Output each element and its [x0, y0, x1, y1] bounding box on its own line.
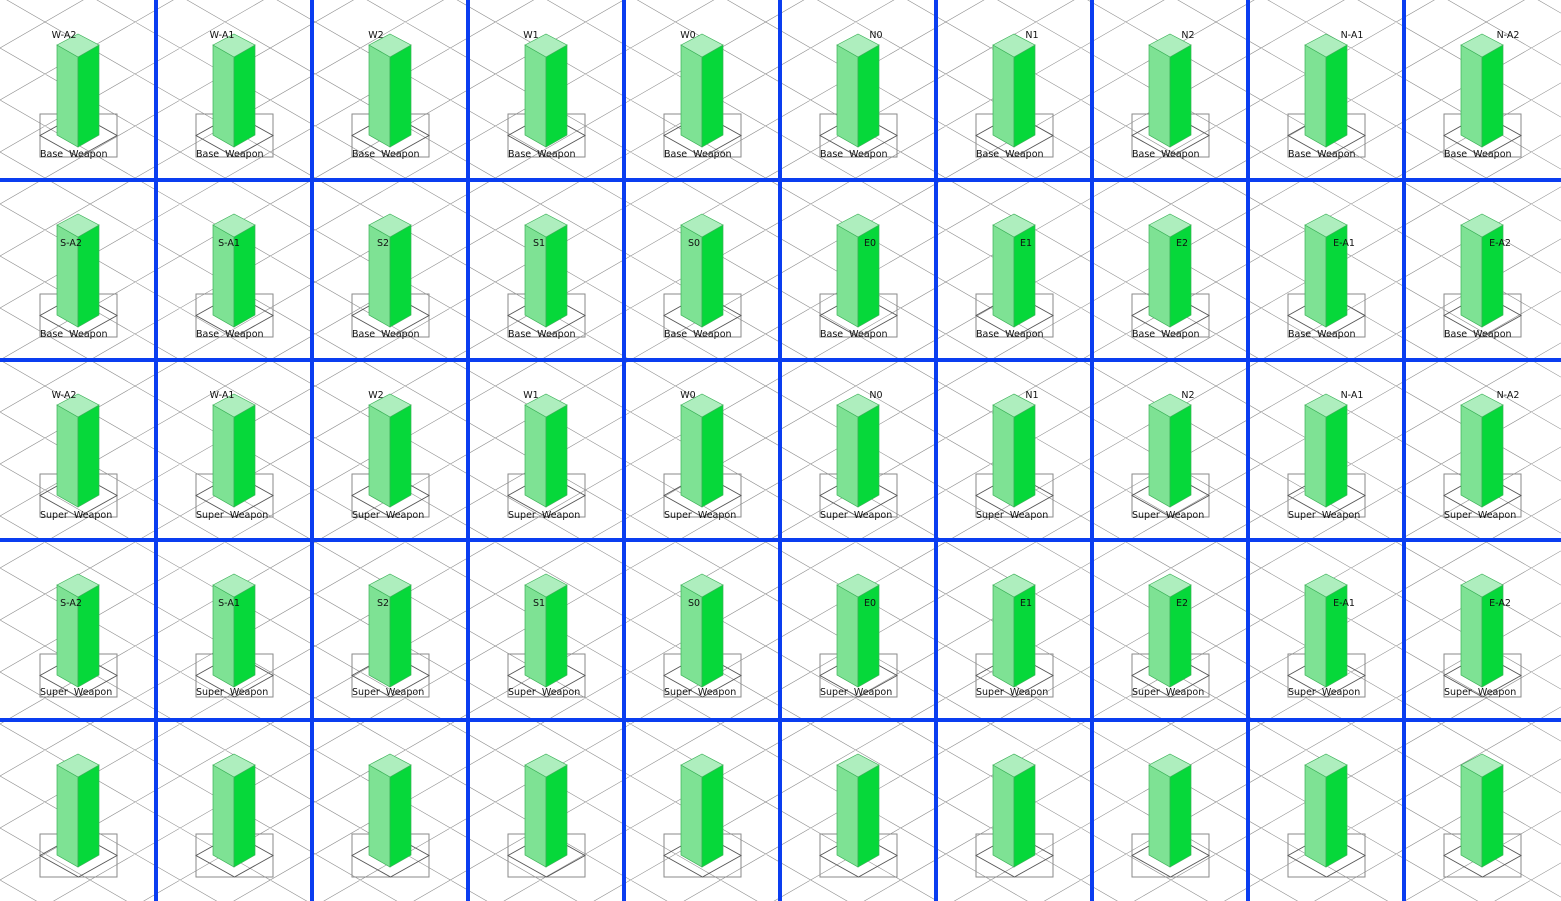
pillar-sprite: [525, 34, 567, 147]
pillar-sprite: [1305, 394, 1347, 507]
pillar-left-face: [1305, 225, 1326, 327]
direction-label: E2: [1175, 238, 1189, 249]
pillar-left-face: [1305, 765, 1326, 867]
vertical-divider: [466, 0, 470, 901]
pillar-sprite: [57, 754, 99, 867]
weapon-label: Base Weapon: [1132, 149, 1200, 160]
direction-label: E0: [863, 598, 877, 609]
pillar-right-face: [546, 585, 567, 687]
pillar-sprite: [681, 754, 723, 867]
pillar-sprite: [213, 394, 255, 507]
pillar-right-face: [546, 405, 567, 507]
pillar-left-face: [681, 405, 702, 507]
pillar-right-face: [1482, 765, 1503, 867]
pillar-left-face: [993, 225, 1014, 327]
sprite-cell: [508, 30, 585, 160]
pillar-sprite: [837, 754, 879, 867]
pillar-sprite: [837, 574, 879, 687]
direction-label: N0: [869, 30, 883, 41]
pillar-right-face: [1482, 405, 1503, 507]
direction-label: W0: [680, 30, 696, 41]
direction-label: E-A2: [1489, 238, 1511, 249]
pillar-left-face: [57, 765, 78, 867]
weapon-label: Super Weapon: [820, 510, 893, 521]
pillar-left-face: [1305, 405, 1326, 507]
pillar-left-face: [57, 405, 78, 507]
direction-label: W-A2: [51, 390, 77, 401]
sprite-cell: [1288, 214, 1365, 340]
pillar-sprite: [1149, 214, 1191, 327]
weapon-label: Super Weapon: [976, 510, 1049, 521]
pillar-left-face: [213, 45, 234, 147]
sprite-cell: [820, 754, 897, 877]
pillar-left-face: [1461, 585, 1482, 687]
direction-label: N-A2: [1496, 390, 1520, 401]
pillar-sprite: [57, 394, 99, 507]
sprite-cell: [1288, 574, 1365, 698]
pillar-right-face: [234, 765, 255, 867]
vertical-divider: [1402, 0, 1406, 901]
direction-label: W-A2: [51, 30, 77, 41]
pillar-left-face: [993, 765, 1014, 867]
direction-label: S2: [376, 598, 390, 609]
sprite-cell: [1444, 574, 1521, 698]
direction-label: S2: [376, 238, 390, 249]
pillar-left-face: [837, 765, 858, 867]
sprite-cell: [508, 214, 585, 340]
weapon-label: Super Weapon: [40, 687, 113, 698]
sprite-cell: [508, 754, 585, 877]
direction-label: E2: [1175, 598, 1189, 609]
pillar-right-face: [390, 765, 411, 867]
pillar-sprite: [213, 34, 255, 147]
pillar-right-face: [1014, 405, 1035, 507]
pillar-right-face: [702, 585, 723, 687]
vertical-divider: [154, 0, 158, 901]
sprite-cell: [352, 390, 429, 521]
pillar-left-face: [1149, 225, 1170, 327]
sprite-cell: [40, 214, 117, 340]
weapon-label: Base Weapon: [508, 149, 576, 160]
sprite-cell: [1132, 754, 1209, 877]
sprite-cell: [196, 390, 273, 521]
direction-label: N1: [1025, 390, 1039, 401]
pillar-sprite: [1149, 574, 1191, 687]
horizontal-divider: [0, 718, 1561, 722]
pillar-left-face: [525, 765, 546, 867]
sprite-cell: [664, 390, 741, 521]
direction-label: N-A2: [1496, 30, 1520, 41]
pillar-sprite: [369, 34, 411, 147]
direction-label: E-A2: [1489, 598, 1511, 609]
vertical-divider: [1246, 0, 1250, 901]
pillar-right-face: [390, 585, 411, 687]
pillar-sprite: [1149, 34, 1191, 147]
direction-label: N2: [1181, 30, 1195, 41]
pillar-right-face: [78, 405, 99, 507]
sprite-cell: [976, 574, 1053, 698]
pillar-right-face: [1326, 405, 1347, 507]
sprite-cell: [40, 754, 117, 877]
weapon-label: Super Weapon: [664, 510, 737, 521]
pillar-right-face: [546, 765, 567, 867]
pillar-right-face: [702, 405, 723, 507]
pillar-left-face: [993, 405, 1014, 507]
pillar-right-face: [390, 45, 411, 147]
direction-label: W-A1: [209, 390, 235, 401]
pillar-left-face: [837, 585, 858, 687]
direction-label: S1: [532, 238, 546, 249]
weapon-label: Super Weapon: [508, 687, 581, 698]
pillar-sprite: [57, 574, 99, 687]
pillar-right-face: [1482, 45, 1503, 147]
sprite-cell: [1288, 754, 1365, 877]
pillar-left-face: [213, 405, 234, 507]
sprite-cell: [508, 390, 585, 521]
pillar-sprite: [681, 34, 723, 147]
direction-label: S0: [687, 598, 701, 609]
weapon-label: Super Weapon: [820, 687, 893, 698]
direction-label: S-A1: [218, 238, 240, 249]
direction-label: W2: [368, 30, 384, 41]
pillar-left-face: [1461, 765, 1482, 867]
pillar-right-face: [546, 45, 567, 147]
pillar-right-face: [1326, 765, 1347, 867]
pillar-right-face: [1014, 45, 1035, 147]
pillar-sprite: [1461, 574, 1503, 687]
weapon-label: Base Weapon: [1444, 149, 1512, 160]
sprite-cell: [820, 574, 897, 698]
pillar-left-face: [369, 45, 390, 147]
pillar-left-face: [1461, 405, 1482, 507]
pillar-left-face: [1149, 585, 1170, 687]
pillar-right-face: [234, 405, 255, 507]
vertical-divider: [622, 0, 626, 901]
pillar-sprite: [1461, 34, 1503, 147]
pillar-sprite: [525, 214, 567, 327]
weapon-label: Super Weapon: [196, 687, 269, 698]
sprite-cell: [1132, 30, 1209, 160]
pillar-sprite: [369, 754, 411, 867]
weapon-label: Super Weapon: [1132, 510, 1205, 521]
pillar-right-face: [1170, 765, 1191, 867]
sprite-cell: [40, 390, 117, 521]
pillar-left-face: [681, 765, 702, 867]
weapon-label: Base Weapon: [352, 149, 420, 160]
direction-label: S-A2: [60, 598, 82, 609]
pillar-right-face: [1326, 45, 1347, 147]
pillar-right-face: [858, 765, 879, 867]
pillar-sprite: [1149, 394, 1191, 507]
direction-label: W1: [523, 30, 539, 41]
pillar-sprite: [57, 214, 99, 327]
weapon-label: Base Weapon: [1288, 149, 1356, 160]
pillar-sprite: [369, 574, 411, 687]
weapon-label: Base Weapon: [40, 149, 108, 160]
pillar-sprite: [1461, 394, 1503, 507]
weapon-label: Base Weapon: [664, 329, 732, 340]
pillar-sprite: [525, 394, 567, 507]
sprite-cell: [1444, 214, 1521, 340]
direction-label: S-A2: [60, 238, 82, 249]
pillar-left-face: [57, 45, 78, 147]
sprite-cell: [1444, 30, 1521, 160]
pillar-right-face: [390, 225, 411, 327]
direction-label: W-A1: [209, 30, 235, 41]
pillar-right-face: [1014, 765, 1035, 867]
direction-label: N0: [869, 390, 883, 401]
weapon-label: Base Weapon: [664, 149, 732, 160]
sprite-cell: [40, 30, 117, 160]
pillar-left-face: [1461, 225, 1482, 327]
direction-label: W2: [368, 390, 384, 401]
pillar-sprite: [213, 574, 255, 687]
sprite-cell: [664, 214, 741, 340]
weapon-label: Base Weapon: [976, 329, 1044, 340]
horizontal-divider: [0, 178, 1561, 182]
sprite-cell: [352, 214, 429, 340]
pillar-right-face: [390, 405, 411, 507]
weapon-label: Super Weapon: [1288, 510, 1361, 521]
weapon-label: Super Weapon: [508, 510, 581, 521]
pillar-right-face: [234, 45, 255, 147]
weapon-label: Base Weapon: [508, 329, 576, 340]
pillar-left-face: [993, 585, 1014, 687]
pillar-sprite: [681, 214, 723, 327]
pillar-left-face: [993, 45, 1014, 147]
pillar-sprite: [1149, 754, 1191, 867]
pillar-sprite: [369, 394, 411, 507]
pillar-sprite: [993, 214, 1035, 327]
pillar-left-face: [837, 225, 858, 327]
pillar-sprite: [993, 394, 1035, 507]
pillar-left-face: [525, 405, 546, 507]
pillar-sprite: [1305, 574, 1347, 687]
direction-label: E1: [1019, 238, 1033, 249]
vertical-divider: [934, 0, 938, 901]
pillar-left-face: [1305, 585, 1326, 687]
sprite-cell: [820, 214, 897, 340]
weapon-label: Super Weapon: [1444, 510, 1517, 521]
sprite-cell: [352, 574, 429, 698]
direction-label: S1: [532, 598, 546, 609]
pillar-sprite: [681, 574, 723, 687]
direction-label: N-A1: [1340, 30, 1364, 41]
pillar-right-face: [1170, 45, 1191, 147]
pillar-sprite: [525, 754, 567, 867]
weapon-label: Super Weapon: [664, 687, 737, 698]
pillar-sprite: [993, 34, 1035, 147]
weapon-label: Super Weapon: [1132, 687, 1205, 698]
sprite-cell: [352, 754, 429, 877]
pillar-right-face: [702, 45, 723, 147]
weapon-label: Super Weapon: [196, 510, 269, 521]
weapon-label: Super Weapon: [40, 510, 113, 521]
pillar-sprite: [993, 754, 1035, 867]
weapon-label: Base Weapon: [196, 149, 264, 160]
direction-label: E1: [1019, 598, 1033, 609]
direction-label: N1: [1025, 30, 1039, 41]
vertical-divider: [1090, 0, 1094, 901]
pillar-right-face: [78, 45, 99, 147]
pillar-left-face: [681, 45, 702, 147]
pillar-left-face: [213, 765, 234, 867]
pillar-left-face: [1305, 45, 1326, 147]
horizontal-divider: [0, 538, 1561, 542]
pillar-left-face: [837, 45, 858, 147]
vertical-divider: [778, 0, 782, 901]
sprite-cell: [976, 30, 1053, 160]
pillar-right-face: [78, 765, 99, 867]
pillar-sprite: [213, 214, 255, 327]
weapon-label: Base Weapon: [820, 329, 888, 340]
vertical-divider: [310, 0, 314, 901]
sprite-cell: [352, 30, 429, 160]
pillar-right-face: [1170, 405, 1191, 507]
pillar-sprite: [1305, 214, 1347, 327]
pillar-sprite: [837, 214, 879, 327]
pillar-right-face: [546, 225, 567, 327]
sprite-cell: [820, 30, 897, 160]
pillar-left-face: [369, 765, 390, 867]
pillar-right-face: [702, 225, 723, 327]
sprite-cell: [196, 754, 273, 877]
sprite-cell: [976, 390, 1053, 521]
weapon-label: Base Weapon: [352, 329, 420, 340]
pillar-right-face: [702, 765, 723, 867]
sprite-cell: [976, 754, 1053, 877]
pillar-right-face: [858, 45, 879, 147]
pillar-sprite: [1305, 754, 1347, 867]
weapon-label: Base Weapon: [1444, 329, 1512, 340]
direction-label: S0: [687, 238, 701, 249]
direction-label: E-A1: [1333, 598, 1355, 609]
sprite-cell: [508, 574, 585, 698]
horizontal-divider: [0, 358, 1561, 362]
pillar-left-face: [369, 405, 390, 507]
pillar-sprite: [57, 34, 99, 147]
pillar-left-face: [1149, 405, 1170, 507]
pillar-left-face: [1149, 45, 1170, 147]
pillar-sprite: [1461, 214, 1503, 327]
weapon-label: Super Weapon: [976, 687, 1049, 698]
weapon-label: Base Weapon: [196, 329, 264, 340]
pillar-left-face: [525, 45, 546, 147]
sprite-cell: [1132, 214, 1209, 340]
direction-label: N-A1: [1340, 390, 1364, 401]
direction-label: W0: [680, 390, 696, 401]
pillar-sprite: [837, 34, 879, 147]
direction-label: N2: [1181, 390, 1195, 401]
pillar-sprite: [837, 394, 879, 507]
pillar-sprite: [993, 574, 1035, 687]
pillar-sprite: [525, 574, 567, 687]
weapon-label: Base Weapon: [1288, 329, 1356, 340]
sprite-cell: [664, 754, 741, 877]
pillar-right-face: [858, 405, 879, 507]
direction-label: E0: [863, 238, 877, 249]
pillar-sprite: [369, 214, 411, 327]
direction-label: E-A1: [1333, 238, 1355, 249]
pillar-sprite: [1305, 34, 1347, 147]
weapon-label: Super Weapon: [1444, 687, 1517, 698]
weapon-label: Super Weapon: [352, 687, 425, 698]
weapon-label: Super Weapon: [352, 510, 425, 521]
sprite-cell: [1132, 390, 1209, 521]
sprite-cell: [40, 574, 117, 698]
direction-label: W1: [523, 390, 539, 401]
direction-label: S-A1: [218, 598, 240, 609]
weapon-label: Base Weapon: [40, 329, 108, 340]
sprite-cell: [1288, 390, 1365, 521]
pillar-left-face: [1149, 765, 1170, 867]
pillar-sprite: [213, 754, 255, 867]
weapon-label: Super Weapon: [1288, 687, 1361, 698]
pillar-sprite: [1461, 754, 1503, 867]
pillar-left-face: [1461, 45, 1482, 147]
weapon-label: Base Weapon: [820, 149, 888, 160]
weapon-label: Base Weapon: [1132, 329, 1200, 340]
sprite-cell: [196, 214, 273, 340]
pillar-left-face: [837, 405, 858, 507]
weapon-label: Base Weapon: [976, 149, 1044, 160]
sprite-cell: [664, 574, 741, 698]
pillar-sprite: [681, 394, 723, 507]
